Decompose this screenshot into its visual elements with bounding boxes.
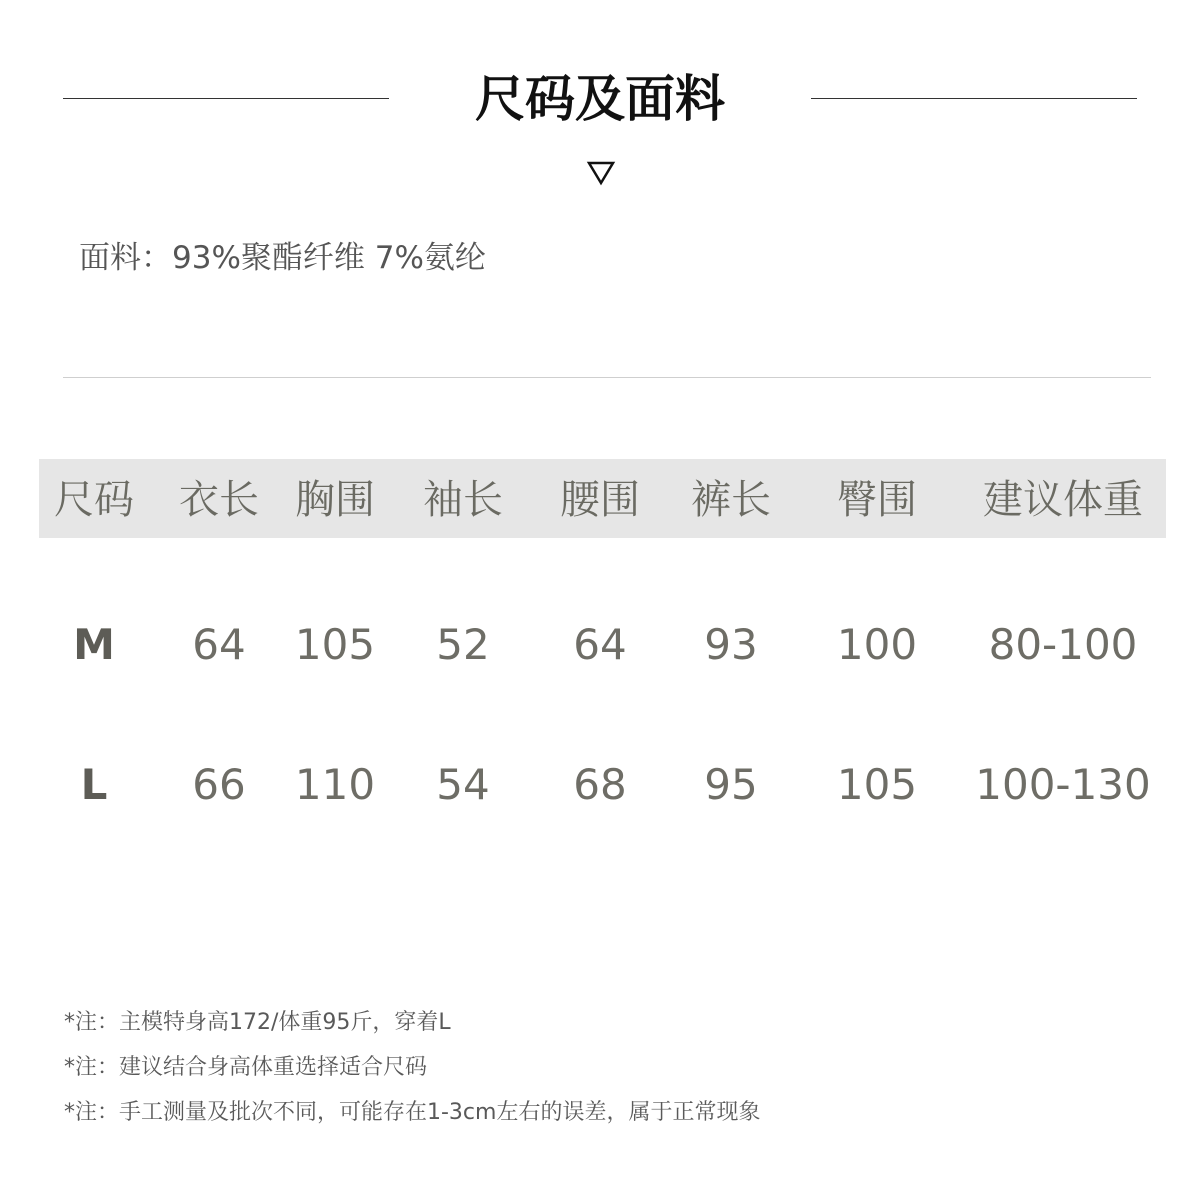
table-row <box>39 757 1166 817</box>
table-cell: 66 <box>192 760 246 809</box>
note-model-info: *注：主模特身高172/体重95斤，穿着L <box>64 1010 451 1035</box>
table-header-row <box>39 459 1166 538</box>
table-cell: 52 <box>436 620 490 669</box>
table-cell: 100 <box>836 620 918 669</box>
table-cell: 54 <box>436 760 490 809</box>
table-cell: 110 <box>294 760 376 809</box>
down-triangle-icon <box>586 160 616 186</box>
table-cell: 105 <box>294 620 376 669</box>
title-line-left <box>63 98 389 99</box>
table-cell: 105 <box>836 760 918 809</box>
column-header-waist: 腰围 <box>560 477 640 523</box>
column-header-chest: 胸围 <box>295 477 375 523</box>
column-header-size: 尺码 <box>54 477 134 523</box>
title-line-right <box>811 98 1137 99</box>
fabric-composition: 面料：93%聚酯纤维 7%氨纶 <box>79 240 486 276</box>
page-title: 尺码及面料 <box>475 70 725 128</box>
note-size-advice: *注：建议结合身高体重选择适合尺码 <box>64 1055 428 1080</box>
notes-list <box>64 1000 760 1135</box>
column-header-sleeve: 袖长 <box>423 477 503 523</box>
table-cell: 80-100 <box>988 620 1138 669</box>
table-cell: 95 <box>704 760 758 809</box>
size-cell: L <box>80 760 108 809</box>
column-header-hip: 臀围 <box>837 477 917 523</box>
section-divider <box>63 377 1151 378</box>
column-header-pants-length: 裤长 <box>691 477 771 523</box>
table-cell: 93 <box>704 620 758 669</box>
column-header-weight: 建议体重 <box>983 477 1143 523</box>
table-row <box>39 617 1166 677</box>
table-cell: 68 <box>573 760 627 809</box>
table-cell: 64 <box>573 620 627 669</box>
column-header-length: 衣长 <box>179 477 259 523</box>
note-measurement-error: *注：手工测量及批次不同，可能存在1-3cm左右的误差，属于正常现象 <box>64 1100 761 1125</box>
table-cell: 100-130 <box>975 760 1151 809</box>
table-cell: 64 <box>192 620 246 669</box>
size-cell: M <box>73 620 115 669</box>
